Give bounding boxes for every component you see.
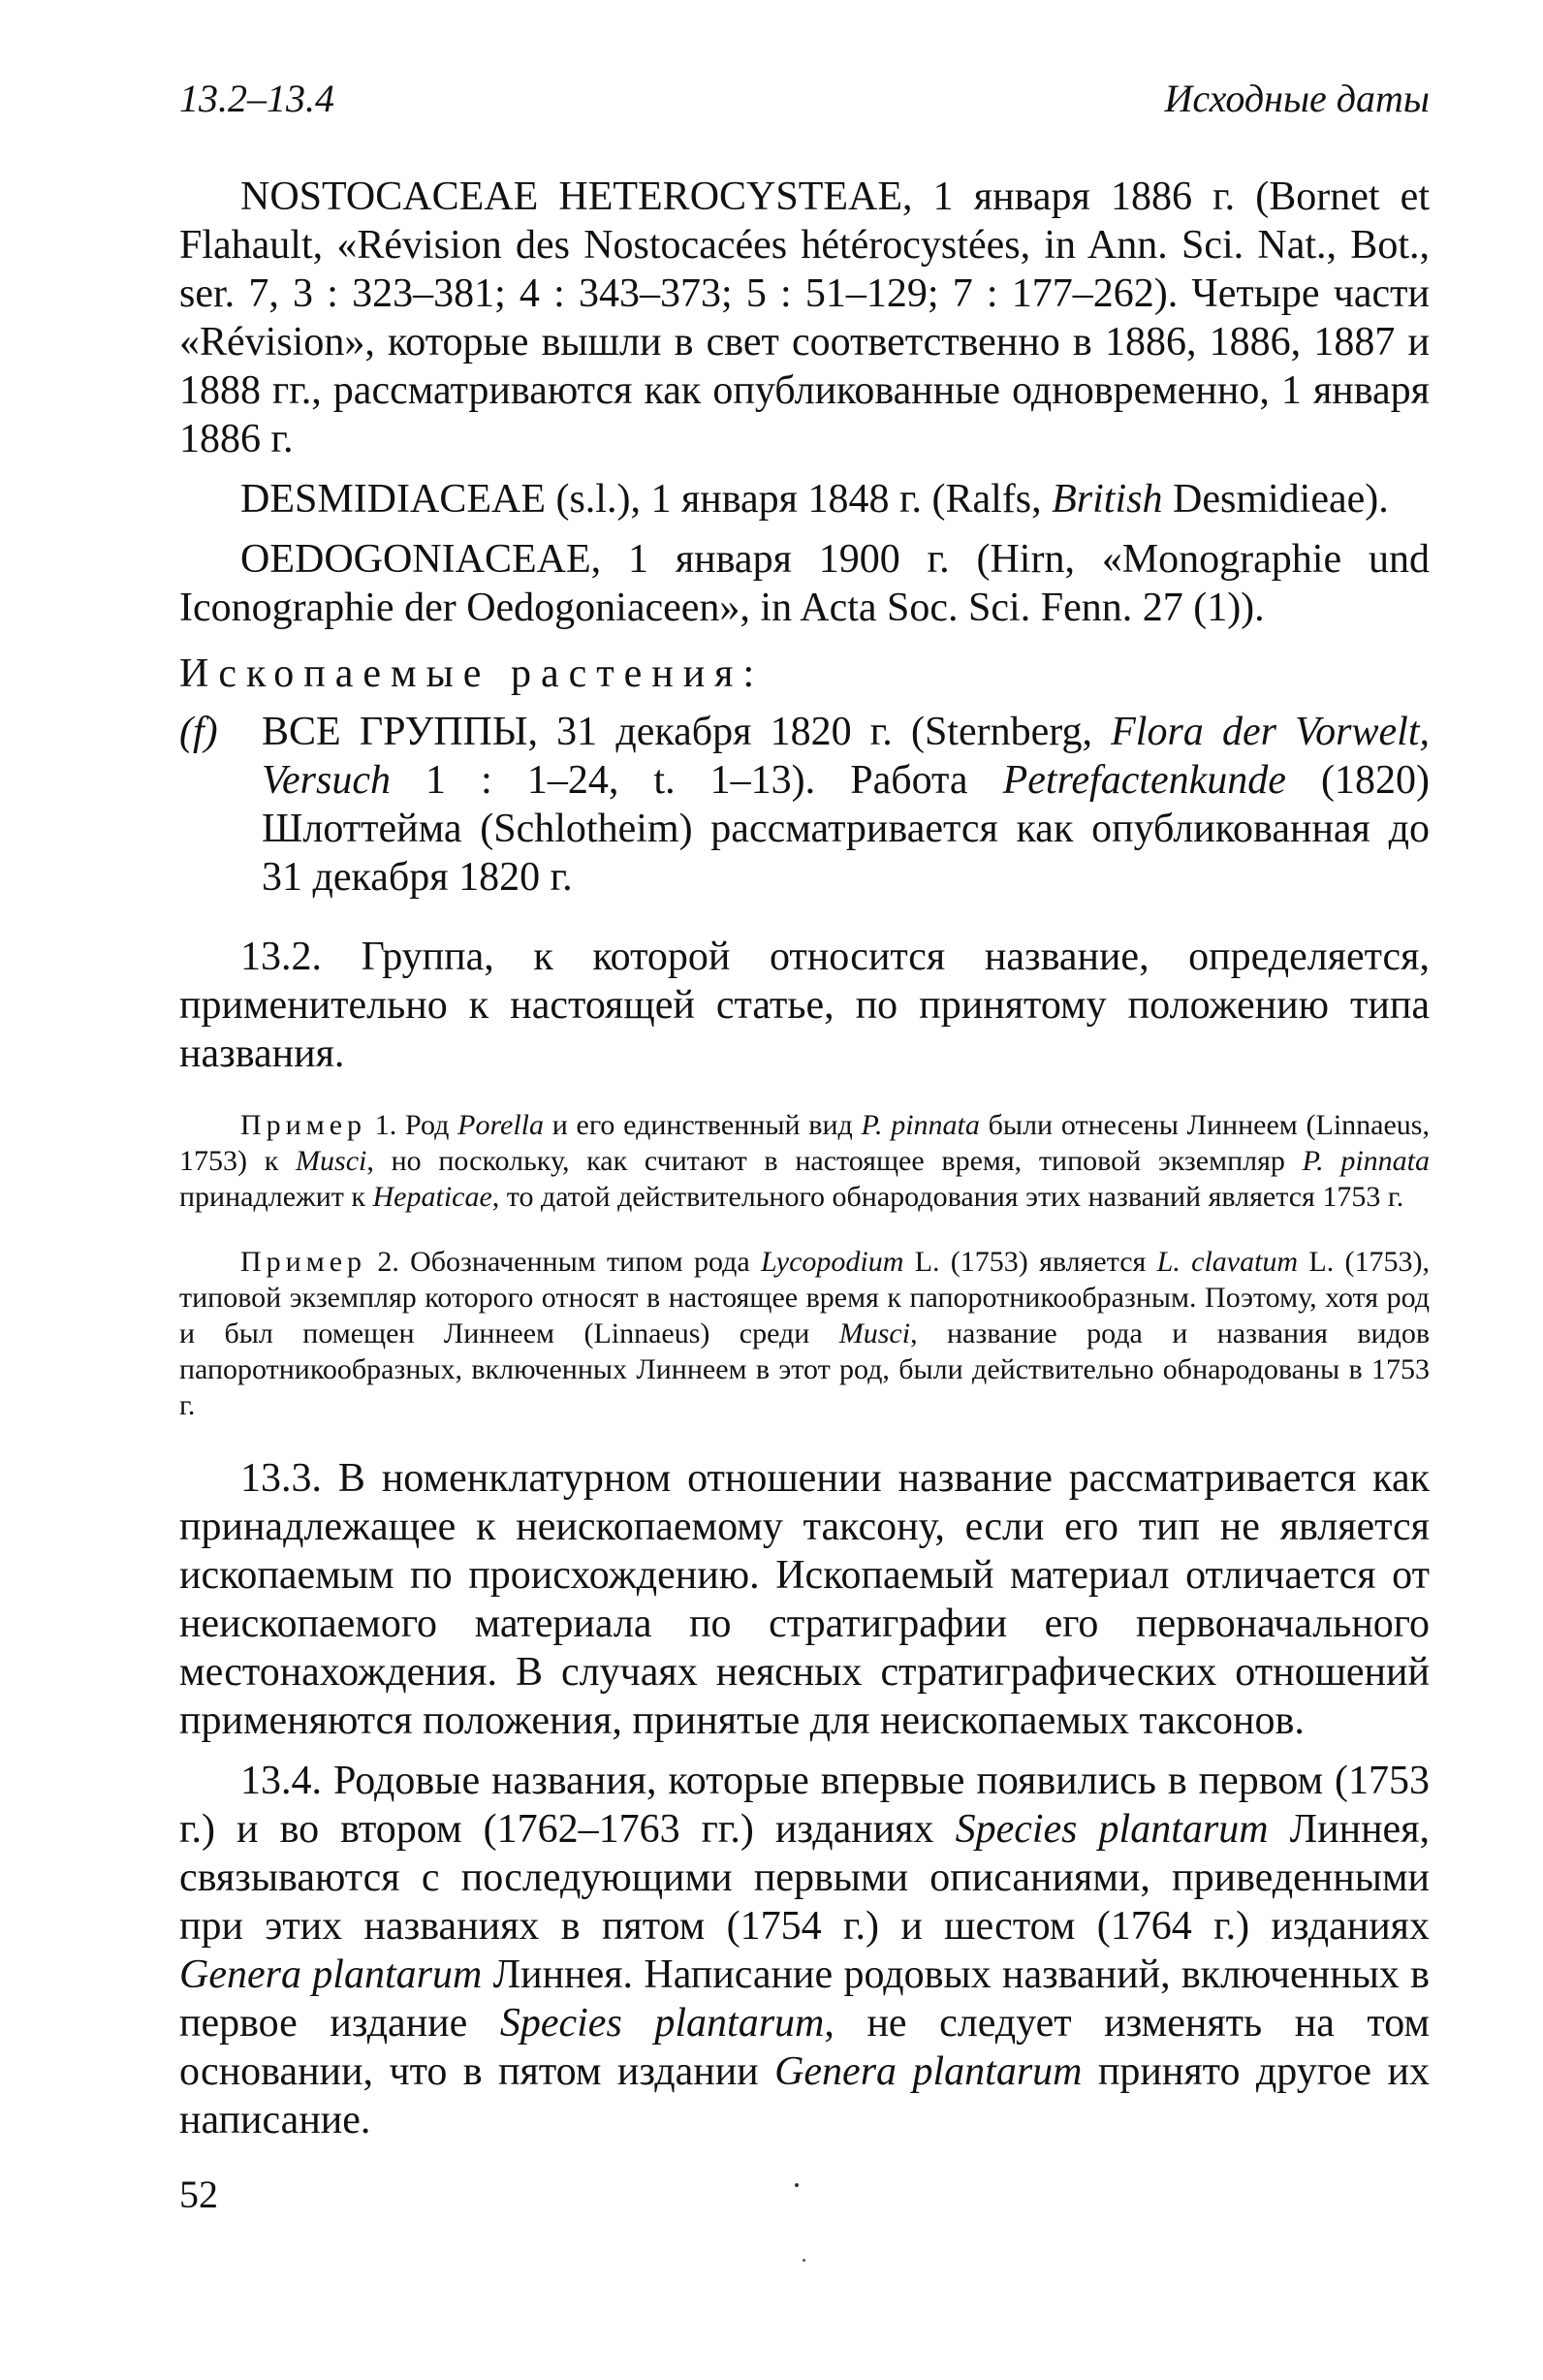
article-13-3: 13.3. В номенклатурном отношении название рассматривается как принадлежащее к неископаемому таксону, если его тип не является ископаемым по происхождению. Ископаемый материал отличается от неископаемого материала по стратиграфии его первоначального местонахождения. В случаях неясных стратиграфических отношений применяются положения, принятые для неископаемых таксонов.	[179, 1456, 1430, 1743]
article-13-2: 13.2. Группа, к которой относится название, определяется, применительно к настоящей статье, по принятому положению типа названия.	[179, 935, 1430, 1076]
page-number: 52	[179, 2173, 218, 2216]
paragraph-fossil-all-groups: (f) ВСЕ ГРУППЫ, 31 декабря 1820 г. (Sternberg, Flora der Vorwelt, Versuch 1 : 1–24, t. 1–13). Работа Petrefactenkunde (1820) Шлоттейма (Schlotheim) рассматривается как опубликованная до 31 декабря 1820 г.	[179, 710, 1430, 900]
running-header	[179, 76, 1430, 134]
paragraph-oedogoniaceae: OEDOGONIACEAE, 1 января 1900 г. (Hirn, «Monographie und Iconographie der Oedogoniaceen», in Acta Soc. Sci. Fenn. 27 (1)).	[179, 537, 1430, 630]
page-body	[179, 173, 1430, 2144]
paragraph-nostocaceae: NOSTOCACEAE HETEROCYSTEAE, 1 января 1886 г. (Bornet et Flahault, «Révision des Nostocacées hétérocystées, in Ann. Sci. Nat., Bot., ser. 7, 3 : 323–381; 4 : 343–373; 5 : 51–129; 7 : 177–262). Четыре части «Révision», которые вышли в свет соответственно в 1886, 1886, 1887 и 1888 гг., рассматриваются как опубликованные одновременно, 1 января 1886 г.	[179, 175, 1430, 461]
example-label: Пример	[240, 1246, 367, 1278]
example-label: Пример	[240, 1109, 367, 1141]
example-2: Пример 2. Обозначенным типом рода Lycopodium L. (1753) является L. clavatum L. (1753), типовой экземпляр которого относят в настоящее время к папоротникообразным. Поэтому, хотя род и был помещен Линнеем (Linnaeus) среди Musci, название рода и названия видов папоротникообразных, включенных Линнеем в этот род, были действительно обнародованы в 1753 г.	[179, 1246, 1430, 1421]
fossil-marker: (f)	[179, 710, 218, 754]
chapter-title: Исходные даты	[1164, 77, 1430, 120]
fossil-plants-heading: Ископаемые растения:	[179, 651, 765, 696]
paragraph-desmidiaceae: DESMIDIACEAE (s.l.), 1 января 1848 г. (Ralfs, British Desmidieae).	[240, 477, 1389, 522]
section-range: 13.2–13.4	[179, 77, 334, 120]
article-13-4: 13.4. Родовые названия, которые впервые появились в первом (1753 г.) и во втором (1762–1763 гг.) изданиях Species plantarum Линнея, связываются с последующими первыми описаниями, приведенными при этих названиях в пятом (1754 г.) и шестом (1764 г.) изданиях Genera plantarum Линнея. Написание родовых названий, включенных в первое издание Species plantarum, не следует изменять на том основании, что в пятом издании Genera plantarum принято другое их написание.	[179, 1759, 1431, 2142]
scan-speck	[795, 2183, 799, 2187]
scan-speck	[803, 2259, 805, 2262]
example-1: Пример 1. Род Porella и его единственный вид P. pinnata были отнесены Линнеем (Linnaeus, 1753) к Musci, но поскольку, как считают в настоящее время, типовой экземпляр P. pinnata принадлежит к Hepaticae, то датой действительного обнародования этих названий является 1753 г.	[179, 1109, 1430, 1213]
